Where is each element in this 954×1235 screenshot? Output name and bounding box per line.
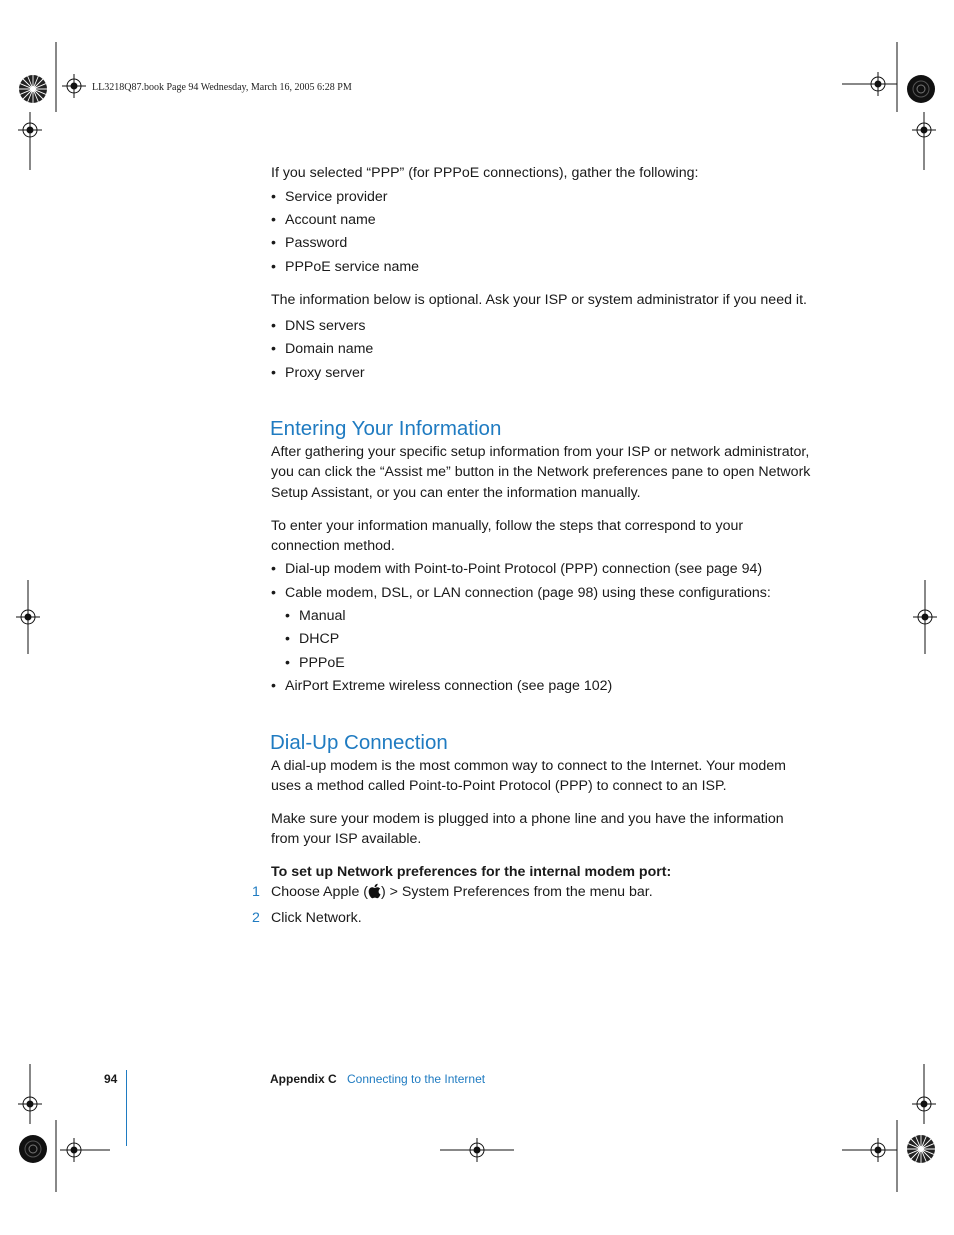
starburst-mark-top-left [18,74,48,104]
step-text: Click Network. [271,910,362,926]
section2-paragraph-1: A dial-up modem is the most common way to connect to the Internet. Your modem uses a method called Point-to-Point Protocol (PPP) to connect to an ISP. [271,758,786,795]
sub-list-item: • DHCP [285,631,340,647]
section-heading-dial-up-connection: Dial-Up Connection [270,731,448,754]
registration-target-bottom-right-upper [912,1092,936,1116]
section2-paragraph-2: Make sure your modem is plugged into a phone line and you have the information from your ISP available. [271,811,784,848]
footer-divider [126,1070,127,1146]
list-item: • Domain name [271,341,374,357]
starburst-mark-bottom-left [18,1134,48,1164]
registration-target-top-right [866,72,890,96]
registration-target-bottom-left [62,1138,86,1162]
starburst-mark-bottom-right [906,1134,936,1164]
starburst-mark-top-right [906,74,936,104]
step-number: 1 [252,884,260,900]
pppoe-intro: If you selected “PPP” (for PPPoE connections), gather the following: [271,165,699,181]
list-item: • Password [271,235,348,251]
list-item: • Dial-up modem with Point-to-Point Protocol (PPP) connection (see page 94) [271,561,763,577]
registration-target-left-upper [18,118,42,142]
apple-menu-icon [368,883,381,899]
registration-target-top-left [62,74,86,98]
section1-paragraph-2: To enter your information manually, follow the steps that correspond to your connection method. [271,518,744,555]
registration-target-mid-right [913,605,937,629]
list-item: • AirPort Extreme wireless connection (see page 102) [271,678,613,694]
registration-target-bottom-center [465,1138,489,1162]
list-item: • Cable modem, DSL, or LAN connection (page 98) using these configurations: [271,585,771,601]
list-item: • Proxy server [271,365,365,381]
list-item: • Service provider [271,189,388,205]
registration-target-mid-left [16,605,40,629]
section1-paragraph-1: After gathering your specific setup information from your ISP or network administrator, you can click the “Assist me” button in the Network preferences pane to open Network Setup Assistant, or you can enter the information manually. [271,444,811,501]
sub-list-item: • Manual [285,608,346,624]
footer-chapter-title: Connecting to the Internet [347,1072,486,1086]
task-title: To set up Network preferences for the internal modem port: [271,864,672,880]
footer-appendix-label: Appendix C [270,1072,337,1086]
registration-target-right-upper [912,118,936,142]
page-number: 94 [104,1072,118,1086]
list-item: • DNS servers [271,318,366,334]
list-item: • PPPoE service name [271,259,420,275]
registration-target-bottom-right [866,1138,890,1162]
print-slug: LL3218Q87.book Page 94 Wednesday, March 16, 2005 6:28 PM [92,82,352,93]
sub-list-item: • PPPoE [285,655,345,671]
step-text: Choose Apple ( ) > System Preferences from the menu bar. [271,884,653,900]
optional-intro: The information below is optional. Ask your ISP or system administrator if you need it. [271,292,807,308]
section-heading-entering-information: Entering Your Information [270,417,502,440]
list-item: • Account name [271,212,376,228]
registration-target-bottom-left-upper [18,1092,42,1116]
step-number: 2 [252,910,260,926]
